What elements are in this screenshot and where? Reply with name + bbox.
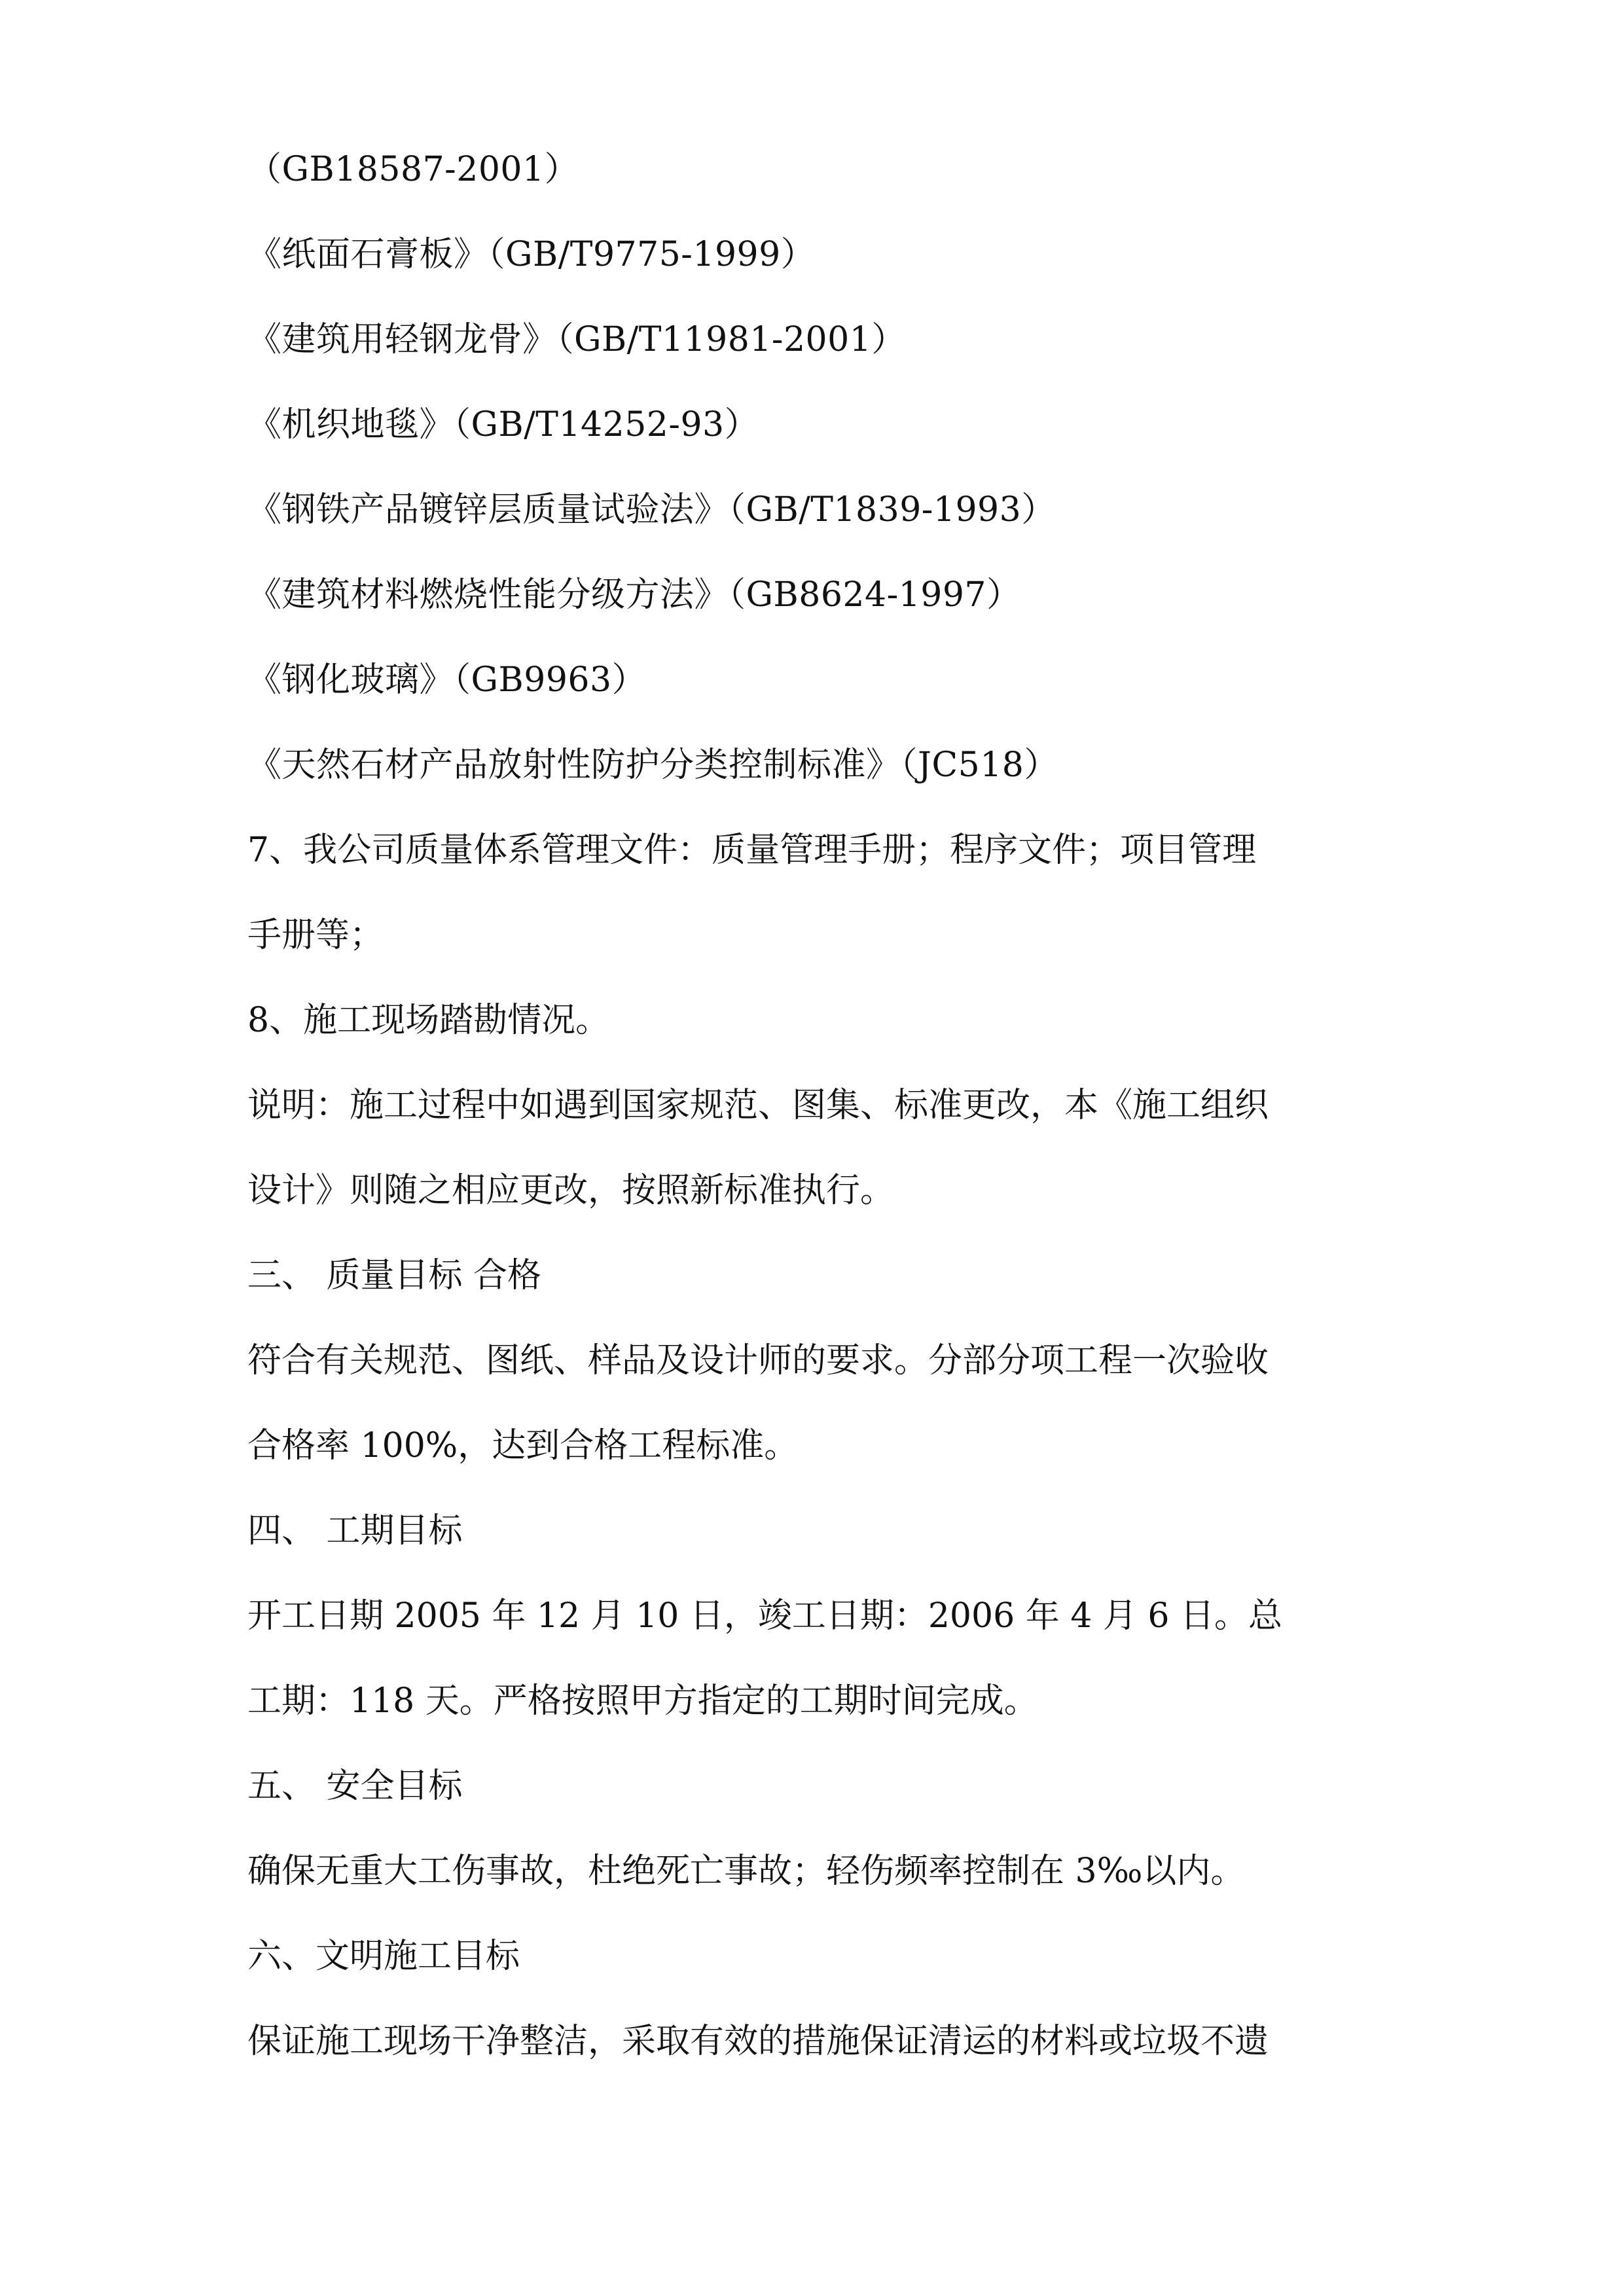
safety-target-text: 确保无重大工伤事故，杜绝死亡事故；轻伤频率控制在 3‰以内。 — [247, 1852, 1245, 1891]
item-7-quality-documents: 7、我公司质量体系管理文件：质量管理手册；程序文件；项目管理 — [247, 831, 1257, 870]
section-3-quality-target-heading: 三、 质量目标 合格 — [247, 1256, 542, 1295]
standard-galvanized-coating-test: 《钢铁产品镀锌层质量试验法》（GB/T1839-1993） — [247, 490, 1056, 529]
civilized-construction-text: 保证施工现场干净整洁，采取有效的措施保证清运的材料或垃圾不遗 — [247, 2022, 1269, 2061]
quality-target-text-cont: 合格率 100%，达到合格工程标准。 — [247, 1426, 799, 1465]
quality-target-text: 符合有关规范、图纸、样品及设计师的要求。分部分项工程一次验收 — [247, 1341, 1269, 1380]
note-standard-change: 说明：施工过程中如遇到国家规范、图集、标准更改，本《施工组织 — [247, 1086, 1269, 1125]
standard-fire-performance-classification: 《建筑材料燃烧性能分级方法》（GB8624-1997） — [247, 575, 1021, 615]
schedule-target-text: 开工日期 2005 年 12 月 10 日，竣工日期：2006 年 4 月 6 日。总 — [247, 1596, 1282, 1636]
standard-natural-stone-radioactivity: 《天然石材产品放射性防护分类控制标准》（JC518） — [247, 745, 1058, 785]
standard-gb18587-continuation: （GB18587-2001） — [247, 150, 579, 189]
item-7-quality-documents-cont: 手册等； — [247, 916, 384, 955]
note-standard-change-cont: 设计》则随之相应更改，按照新标准执行。 — [247, 1171, 895, 1210]
schedule-target-text-cont: 工期：118 天。严格按照甲方指定的工期时间完成。 — [247, 1681, 1038, 1721]
standard-woven-carpet: 《机织地毯》（GB/T14252-93） — [247, 405, 759, 444]
standard-light-steel-keel: 《建筑用轻钢龙骨》（GB/T11981-2001） — [247, 320, 906, 359]
section-6-civilized-construction-heading: 六、文明施工目标 — [247, 1937, 520, 1976]
section-4-schedule-target-heading: 四、 工期目标 — [247, 1511, 463, 1551]
item-8-site-survey: 8、施工现场踏勘情况。 — [247, 1001, 610, 1040]
standard-gypsum-board: 《纸面石膏板》（GB/T9775-1999） — [247, 235, 816, 274]
section-5-safety-target-heading: 五、 安全目标 — [247, 1767, 463, 1806]
standard-tempered-glass: 《钢化玻璃》（GB9963） — [247, 660, 647, 700]
